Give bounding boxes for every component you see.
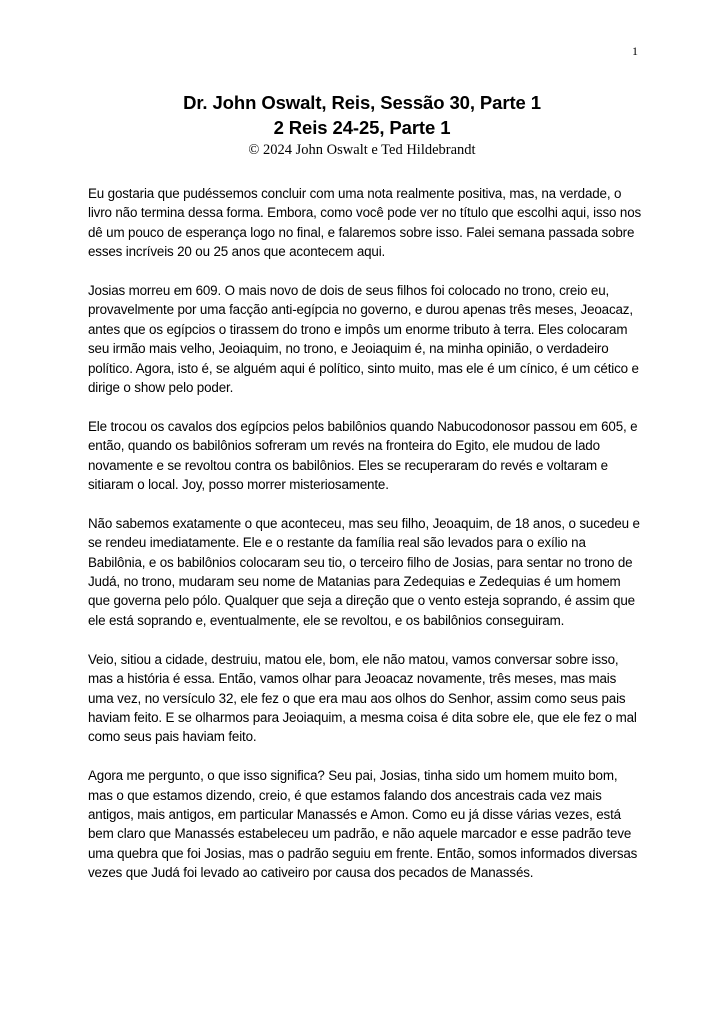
document-subtitle: 2 Reis 24-25, Parte 1 xyxy=(273,117,451,138)
body-text xyxy=(88,184,642,883)
title-block xyxy=(0,90,724,160)
document-title: Dr. John Oswalt, Reis, Sessão 30, Parte 1 xyxy=(183,92,541,113)
paragraph: Josias morreu em 609. O mais novo de dois de seus filhos foi colocado no trono, creio eu, provavelmente por uma facção anti-egípcia no governo, e durou apenas três meses, Jeoacaz, antes que os egípcios o tirassem do trono e impôs um enorme tributo à terra. Eles colocaram seu irmão mais velho, Jeoiaquim, no trono, e Jeoiaquim é, na minha opinião, o verdadeiro político. Agora, isto é, se alguém aqui é político, sinto muito, mas ele é um cínico, é um cético e dirige o show pelo poder. xyxy=(88,283,639,396)
paragraph: Eu gostaria que pudéssemos concluir com uma nota realmente positiva, mas, na verdade, o livro não termina dessa forma. Embora, como você pode ver no título que escolhi aqui, isso nos dê um pouco de esperança logo no final, e falaremos sobre isso. Falei semana passada sobre esses incríveis 20 ou 25 anos que acontecem aqui. xyxy=(88,186,642,260)
paragraph: Não sabemos exatamente o que aconteceu, mas seu filho, Jeoaquim, de 18 anos, o sucedeu e se rendeu imediatamente. Ele e o restante da família real são levados para o exílio na Babilônia, e os babilônios colocaram seu tio, o terceiro filho de Josias, para sentar no trono de Judá, no trono, mudaram seu nome de Matanias para Zedequias e Zedequias é um homem que governa pelo pólo. Qualquer que seja a direção que o vento esteja soprando, é assim que ele está soprando e, eventualmente, ele se revoltou, e os babilônios conseguiram. xyxy=(88,515,640,628)
page-number: 1 xyxy=(632,44,638,58)
paragraph: Agora me pergunto, o que isso significa? Seu pai, Josias, tinha sido um homem muito bom, mas o que estamos dizendo, creio, é que estamos falando dos ancestrais cada vez mais antigos, mais antigos, em particular Manassés e Amon. Como eu já disse várias vezes, está bem claro que Manassés estabeleceu um padrão, e não aquele marcador e esse padrão teve uma quebra que foi Josias, mas o padrão seguiu em frente. Então, somos informados diversas vezes que Judá foi levado ao cativeiro por causa dos pecados de Manassés. xyxy=(88,768,638,881)
paragraph: Veio, sitiou a cidade, destruiu, matou ele, bom, ele não matou, vamos conversar sobre isso, mas a história é essa. Então, vamos olhar para Jeoacaz novamente, três meses, mas mais uma vez, no versículo 32, ele fez o que era mau aos olhos do Senhor, assim como seus pais haviam feito. E se olharmos para Jeoiaquim, a mesma coisa é dita sobre ele, que ele fez o mal como seus pais haviam feito. xyxy=(88,651,637,745)
copyright-line: © 2024 John Oswalt e Ted Hildebrandt xyxy=(248,142,476,158)
paragraph: Ele trocou os cavalos dos egípcios pelos babilônios quando Nabucodonosor passou em 605, e então, quando os babilônios sofreram um revés na fronteira do Egito, ele mudou de lado novamente e se revoltou contra os babilônios. Eles se recuperaram do revés e voltaram e sitiaram o local. Joy, posso morrer misteriosamente. xyxy=(88,418,638,493)
